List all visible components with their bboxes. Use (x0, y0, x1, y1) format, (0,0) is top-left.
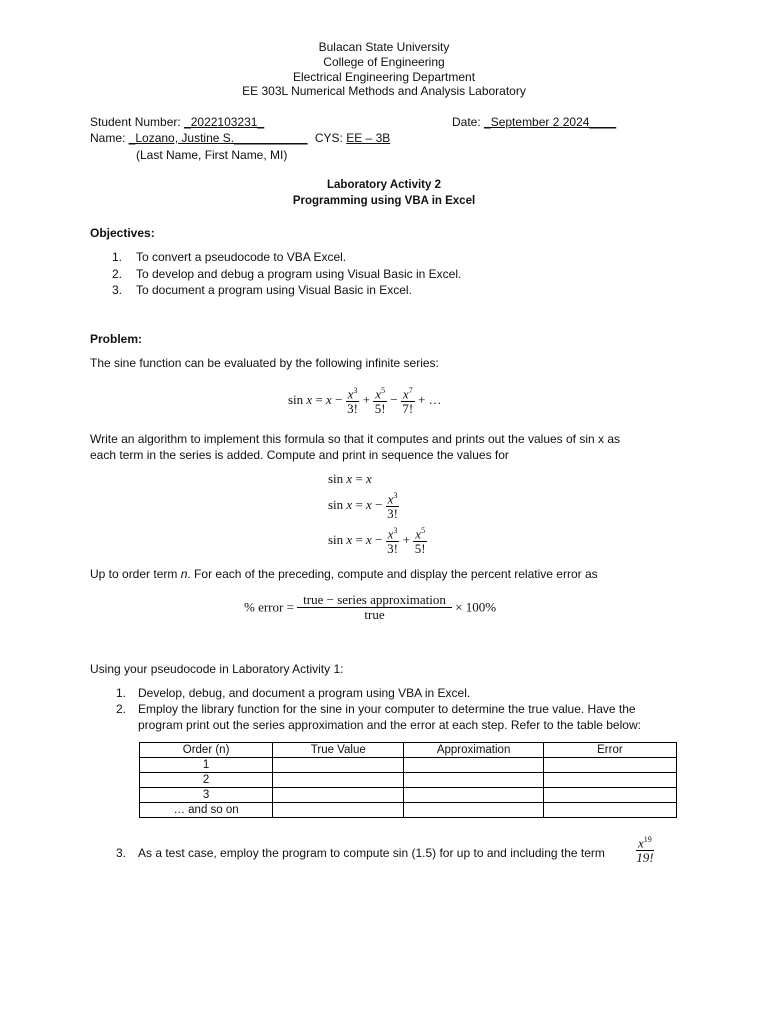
name-value: _Lozano, Justine S.___________ (128, 131, 308, 145)
cys-label: CYS: (314, 131, 343, 145)
name-label: Name: (90, 131, 126, 145)
activity-subtitle: Programming using VBA in Excel (292, 195, 476, 207)
objectives-heading: Objectives: (90, 226, 155, 240)
column-header-true-value: True Value (273, 743, 404, 758)
order-term-paragraph: Up to order term n. For each of the preceding, compute and display the percent relative error as (90, 567, 598, 581)
tasks-intro: Using your pseudocode in Laboratory Activity 1: (90, 662, 344, 676)
percent-error-formula: % error = $\frac{\text{true − series approximation}}{\text{true}}$ × 100% (244, 592, 497, 622)
table-row (140, 773, 677, 788)
activity-title: Laboratory Activity 2 (327, 179, 441, 191)
problem-paragraph-line2: each term in the series is added. Compute and print in sequence the values for (90, 448, 509, 462)
results-table (139, 742, 677, 818)
order-cell: 1 (140, 758, 273, 773)
problem-intro: The sine function can be evaluated by the following infinite series: (90, 356, 439, 370)
order-cell: 3 (140, 788, 273, 803)
column-header-approximation: Approximation (404, 743, 543, 758)
column-header-order: Order (n) (140, 743, 273, 758)
table-row (140, 758, 677, 773)
table-header-row (140, 743, 677, 758)
sine-sequence-1: sin x = x (328, 471, 372, 486)
table-row (140, 803, 677, 818)
final-term-fraction: $\frac{x^{19}}{19!}$ (636, 835, 654, 866)
sine-sequence-3: sin x = x − $\frac{x^3}{3!}$ + $\frac{x^5}{5!}$ (328, 526, 426, 557)
sine-sequence-2: sin x = x − $\frac{x^3}{3!}$ (328, 491, 398, 522)
column-header-error: Error (543, 743, 676, 758)
objective-item: 2. To develop and debug a program using Visual Basic in Excel. (112, 266, 462, 281)
objective-item: 3. To document a program using Visual Basic in Excel. (112, 283, 412, 297)
order-cell: 2 (140, 773, 273, 788)
name-row (90, 131, 390, 145)
student-number-row (90, 115, 264, 129)
date-value: _September 2 2024____ (484, 115, 617, 129)
student-number-value: _2022103231_ (184, 115, 265, 129)
college-name: College of Engineering (323, 55, 445, 69)
table-row (140, 788, 677, 803)
sine-series-formula: sin x = x − $\frac{x^3}{3!}$ + $\frac{x^5}{5!}$ − $\frac{x^7}{7!}$ + … (288, 386, 442, 417)
course-name: EE 303L Numerical Methods and Analysis Laboratory (242, 84, 526, 98)
objective-item: 1. To convert a pseudocode to VBA Excel. (112, 250, 347, 264)
student-number-label: Student Number: (90, 115, 181, 129)
objectives-list (112, 250, 672, 300)
name-hint: (Last Name, First Name, MI) (136, 148, 288, 162)
university-name: Bulacan State University (318, 40, 450, 54)
problem-paragraph-line1: Write an algorithm to implement this formula so that it computes and prints out the values of sin x as (90, 432, 621, 446)
department-name: Electrical Engineering Department (292, 70, 476, 84)
date-row (452, 115, 616, 129)
cys-value: EE – 3B (346, 131, 391, 145)
order-cell: … and so on (140, 803, 273, 818)
date-label: Date: (452, 115, 481, 129)
problem-heading: Problem: (90, 332, 143, 346)
